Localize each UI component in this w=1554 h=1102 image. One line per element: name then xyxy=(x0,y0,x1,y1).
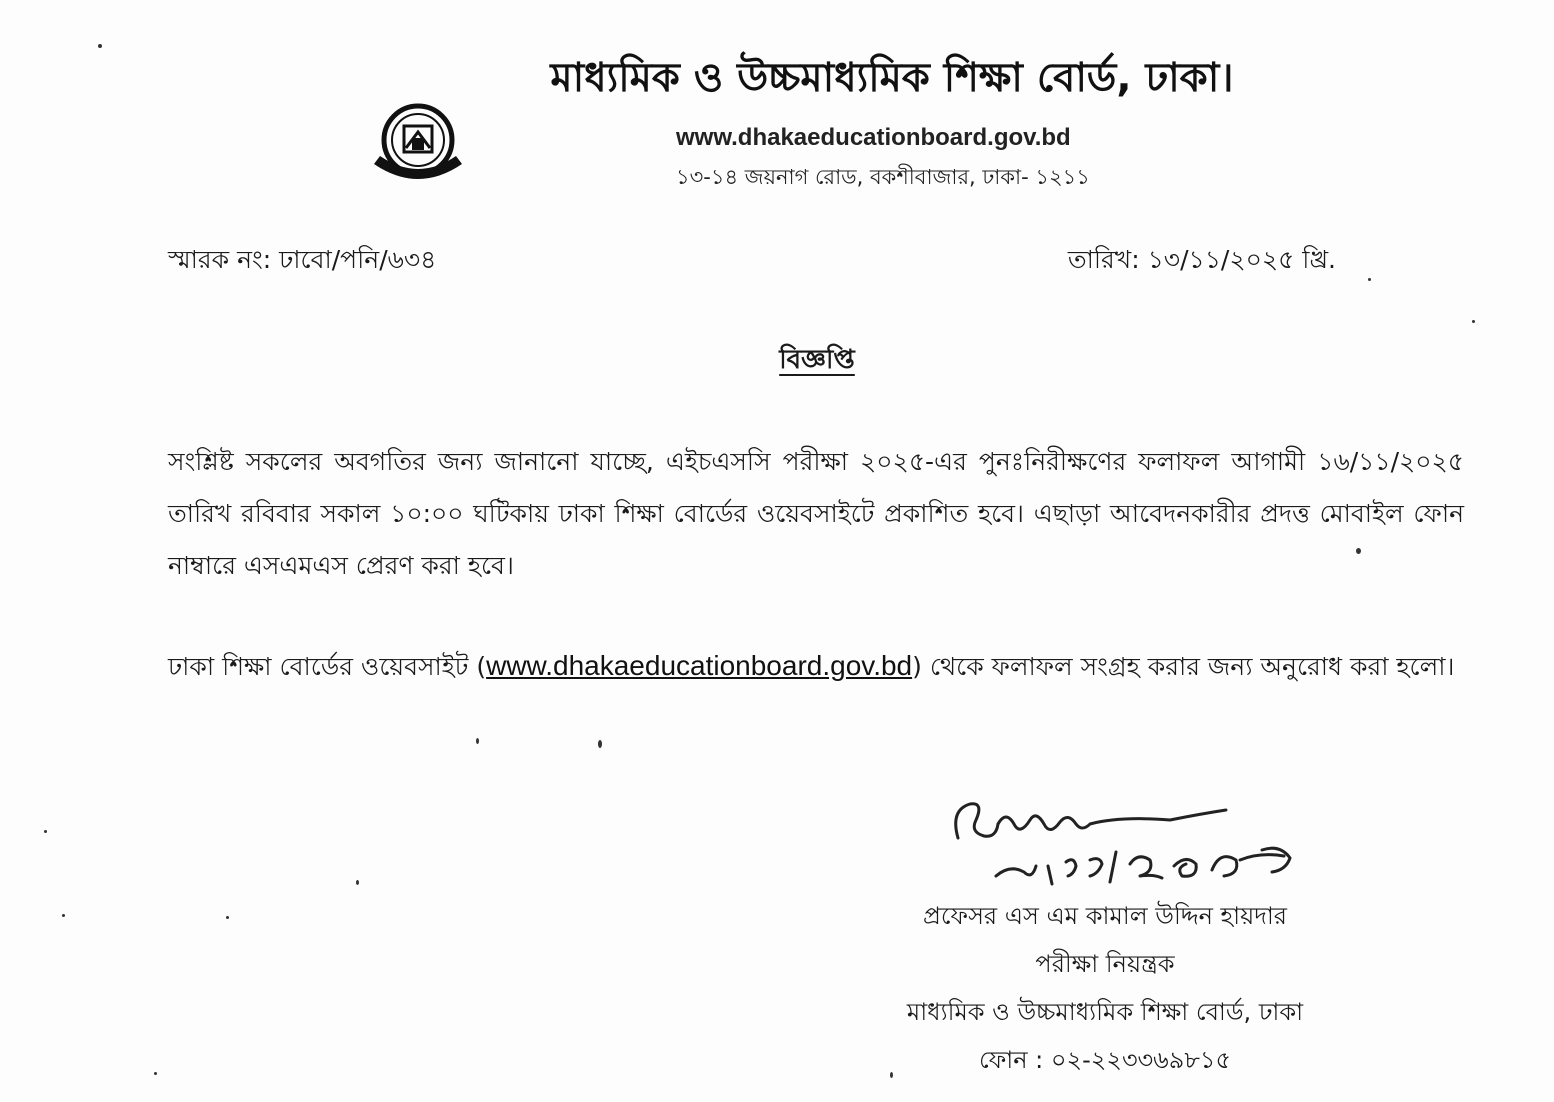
scan-speck xyxy=(598,740,602,748)
board-name: মাধ্যমিক ও উচ্চমাধ্যমিক শিক্ষা বোর্ড, ঢাকা। xyxy=(550,55,1234,101)
signatory-organization: মাধ্যমিক ও উচ্চমাধ্যমিক শিক্ষা বোর্ড, ঢাকা xyxy=(906,998,1304,1026)
signatory-name: প্রফেসর এস এম কামাল উদ্দিন হায়দার xyxy=(922,902,1288,930)
scan-speck xyxy=(226,916,229,919)
scan-speck xyxy=(98,44,102,48)
notice-paragraph-2 xyxy=(168,640,1464,693)
scan-speck xyxy=(476,738,479,744)
notice-paragraph-1: সংশ্লিষ্ট সকলের অবগতির জন্য জানানো যাচ্ছে, এইচএসসি পরীক্ষা ২০২৫-এর পুনঃনিরীক্ষণের ফলাফল আগামী ১৬/১১/২০২৫ তারিখ রবিবার সকাল ১০:০০ ঘটিকায় ঢাকা শিক্ষা বোর্ডের ওয়েবসাইটে প্রকাশিত হবে। এছাড়া আবেদনকারীর প্রদত্ত মোবাইল ফোন নাম্বারে এসএমএস প্রেরণ করা হবে। xyxy=(168,447,1464,580)
scan-speck xyxy=(890,1072,893,1078)
board-website: www.dhakaeducationboard.gov.bd xyxy=(676,124,1071,151)
board-address: ১৩-১৪ জয়নাগ রোড, বকশীবাজার, ঢাকা- ১২১১ xyxy=(676,165,1090,189)
memo-number: স্মারক নং: ঢাবো/পনি/৬৩৪ xyxy=(168,245,437,274)
board-website-link[interactable]: www.dhakaeducationboard.gov.bd xyxy=(486,650,913,681)
scan-speck xyxy=(154,1072,157,1075)
scan-speck xyxy=(62,914,65,917)
scan-speck xyxy=(44,830,47,833)
signatory-designation: পরীক্ষা নিয়ন্ত্রক xyxy=(1035,950,1175,978)
scan-speck xyxy=(1368,278,1371,281)
notice-heading xyxy=(0,340,1554,380)
notice-date: তারিখ: ১৩/১১/২০২৫ খ্রি. xyxy=(1067,245,1336,274)
paragraph-2-before: ঢাকা শিক্ষা বোর্ডের ওয়েবসাইট ( xyxy=(168,652,487,681)
scan-speck xyxy=(1472,320,1475,323)
signatory-block xyxy=(860,892,1350,1084)
handwritten-signature xyxy=(940,780,1320,890)
signatory-phone: ফোন : ০২-২২৩৩৬৯৮১৫ xyxy=(978,1046,1232,1074)
scan-speck xyxy=(1356,548,1361,554)
paragraph-2-after: ) থেকে ফলাফল সংগ্রহ করার জন্য অনুরোধ করা হলো। xyxy=(912,652,1455,681)
scan-speck xyxy=(356,880,359,885)
board-seal-icon xyxy=(368,98,468,190)
notice-heading-text: বিজ্ঞপ্তি xyxy=(779,345,855,375)
